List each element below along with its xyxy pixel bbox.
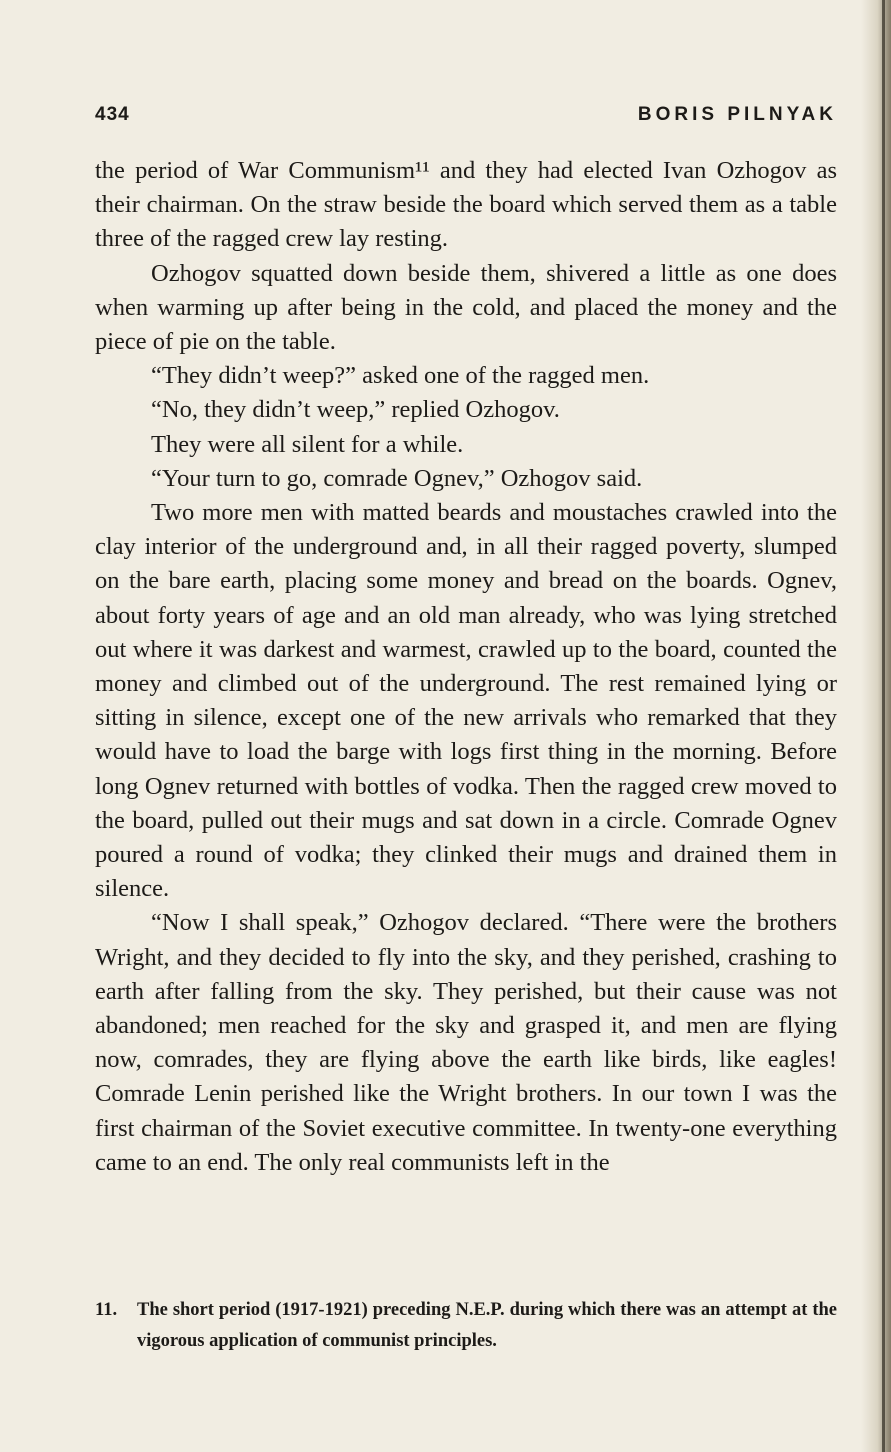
footnote-marker: 11. [95,1300,118,1320]
paragraph-8: “Now I shall speak,” Ozhogov declared. “There were the brothers Wright, and they decided to fly into the sky, and they perished, crashing to earth after falling from the sky. They perished, but their cause was not abandoned; men reached for the sky and grasped it, and men are flying now, comrades, they are flying above the earth like birds, like eagles! Comrade Lenin perished like the Wright brothers. In our town I was the first chairman of the Soviet executive committee. In twenty-one everything came to an end. The only real communists left in the [95,909,837,1176]
running-head-author: BORIS PILNYAK [637,104,837,125]
paragraph-7: Two more men with matted beards and moustaches crawled into the clay interior of the underground and, in all their ragged poverty, slumped on the bare earth, placing some money and bread on the boards. Ognev, about forty years of age and an old man already, who was lying stretched out where it was darkest and warmest, crawled up to the board, counted the money and climbed out of the underground. The rest remained lying or sitting in silence, except one of the new arrivals who remarked that they would have to load the barge with logs first thing in the morning. Before long Ognev returned with bottles of vodka. Then the ragged crew moved to the board, pulled out their mugs and sat down in a circle. Comrade Ognev poured a round of vodka; they clinked their mugs and drained them in silence. [95,499,837,903]
paragraph-4: “No, they didn’t weep,” replied Ozhogov. [151,396,560,424]
footnote [95,1295,837,1357]
paragraph-3: “They didn’t weep?” asked one of the ragged men. [151,362,650,390]
paragraph-1: the period of War Communism¹¹ and they had elected Ivan Ozhogov as their chairman. On the straw beside the board which served them as a table three of the ragged crew lay resting. [95,157,837,253]
running-head [95,98,837,134]
paragraph-6: “Your turn to go, comrade Ognev,” Ozhogov said. [151,464,643,492]
page-edge-shadow [861,0,891,1452]
footnote-text: The short period (1917-1921) preceding N.E.P. during which there was an attempt at the vigorous application of communist principles. [137,1300,837,1351]
body-text [95,154,837,1180]
page-number: 434 [95,104,130,125]
paragraph-2: Ozhogov squatted down beside them, shivered a little as one does when warming up after being in the cold, and placed the money and the piece of pie on the table. [95,259,837,356]
paragraph-5: They were all silent for a while. [151,430,464,458]
